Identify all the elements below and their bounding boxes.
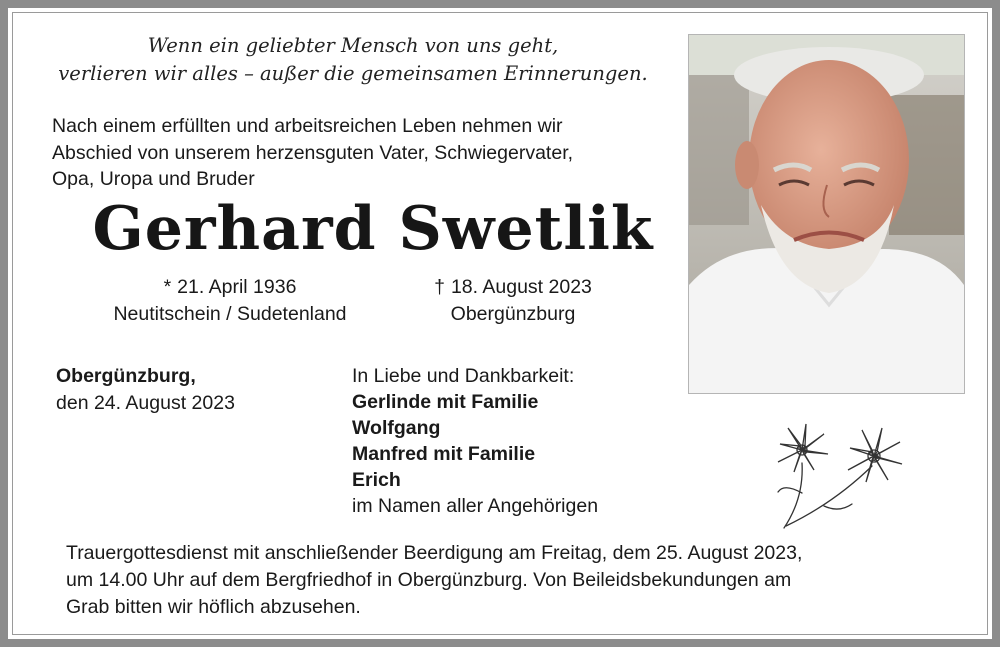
death-info: [368, 274, 658, 328]
death-cross-icon: †: [434, 276, 445, 298]
place: Obergünzburg,: [56, 365, 196, 387]
quote: [28, 32, 678, 88]
quote-line-2: verlieren wir alles – außer die gemeinsamen Erinnerungen.: [58, 62, 648, 85]
mourner-name: Erich: [352, 469, 401, 491]
quote-line-1: Wenn ein geliebter Mensch von uns geht,: [147, 34, 559, 57]
death-date: 18. August 2023: [450, 276, 592, 298]
mourners-heading: In Liebe und Dankbarkeit:: [352, 365, 575, 387]
death-place: Obergünzburg: [450, 303, 576, 325]
intro-text: [52, 113, 692, 193]
birth-date: 21. April 1936: [177, 276, 297, 298]
deceased-name: Gerhard Swetlik: [92, 194, 654, 264]
mourners-footer: im Namen aller Angehörigen: [352, 495, 599, 517]
notice-line-1: Trauergottesdienst mit anschließender Beerdigung am Freitag, dem 25. August 2023,: [66, 542, 803, 564]
intro-line-1: Nach einem erfüllten und arbeitsreichen Leben nehmen wir: [52, 115, 563, 137]
intro-line-3: Opa, Uropa und Bruder: [52, 168, 255, 190]
birth-star-icon: *: [163, 276, 172, 298]
mourner-name: Wolfgang: [352, 417, 441, 439]
birth-place: Neutitschein / Sudetenland: [113, 303, 347, 325]
edelweiss-icon: [764, 408, 924, 533]
mourner-name: Manfred mit Familie: [352, 443, 536, 465]
obituary-card: [8, 8, 992, 639]
portrait-photo: [688, 34, 965, 394]
mourners-block: [352, 363, 598, 519]
funeral-notice: [66, 540, 946, 621]
date: den 24. August 2023: [56, 392, 235, 414]
intro-line-2: Abschied von unserem herzensguten Vater, Schwiegervater,: [52, 141, 574, 164]
notice-line-2: um 14.00 Uhr auf dem Bergfriedhof in Obergünzburg. Von Beileidsbekundungen am: [66, 569, 792, 591]
notice-line-3: Grab bitten wir höflich abzusehen.: [66, 596, 361, 618]
birth-info: [80, 274, 380, 328]
place-date: [56, 363, 235, 417]
mourner-name: Gerlinde mit Familie: [352, 391, 539, 413]
